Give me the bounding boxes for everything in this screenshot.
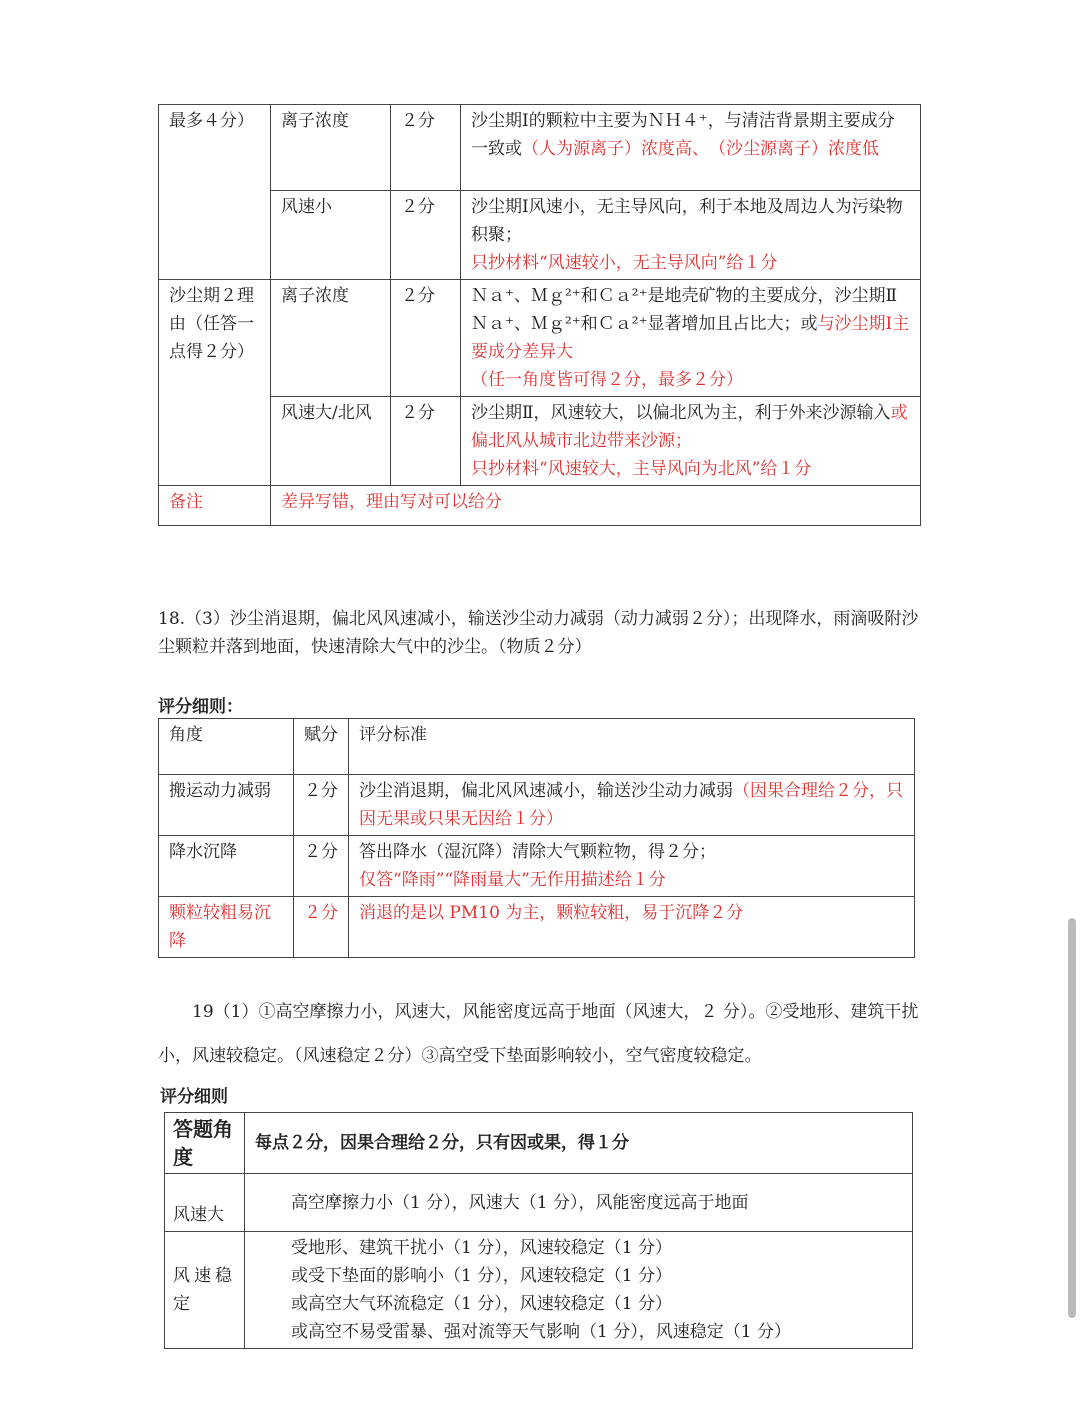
criteria-note-red: 只抄材料“风速较小，无主导风向”给１分 [471, 253, 778, 273]
scoring-table-1 [158, 104, 921, 526]
table1-cell-score: ２分 [391, 191, 461, 280]
criteria-text: 沙尘消退期，偏北风风速减小，输送沙尘动力减弱 [359, 781, 733, 801]
table1-cell-category: 最多４分） [159, 105, 271, 280]
table2-cell-score: ２分 [294, 775, 349, 836]
criteria-text: 沙尘期Ⅰ风速小，无主导风向，利于本地及周边人为污染物积聚； [471, 197, 903, 245]
table1-cell-score: ２分 [391, 397, 461, 486]
table3-cell-angle: 风速稳定 [165, 1232, 245, 1349]
table2-cell-angle: 降水沉降 [159, 836, 294, 897]
table3-cell-angle: 风速大 [165, 1174, 245, 1232]
criteria-note-red-2: （任一角度皆可得２分，最多２分） [471, 370, 743, 390]
table2-cell-criteria [349, 775, 915, 836]
criteria-note-red: （人为源离子）浓度高、 （沙尘源离子）浓度低 [522, 139, 879, 159]
table2-header-angle: 角度 [159, 719, 294, 775]
table1-cell-criteria [461, 397, 921, 486]
table1-cell-criteria [461, 191, 921, 280]
criteria-line: 或受下垫面的影响小（1 分），风速较稳定（1 分） [291, 1266, 672, 1286]
table1-cell-category: 沙尘期２理由（任答一点得２分） [159, 280, 271, 486]
table3-cell-criteria [245, 1232, 913, 1349]
table2-cell-angle: 搬运动力减弱 [159, 775, 294, 836]
criteria-note-red: （因果合理给２分，只因无果或只果无因给１分） [359, 781, 903, 829]
table1-cell-criteria [461, 105, 921, 191]
table3-header-rule: 每点２分，因果合理给２分，只有因或果，得１分 [245, 1113, 913, 1174]
scoring-table-2 [158, 718, 915, 958]
q18-rubric-label: 评分细则： [158, 697, 243, 717]
criteria-text: 沙尘期Ⅱ，风速较大，以偏北风为主，利于外来沙源输入 [471, 403, 891, 423]
table1-cell-criteria [461, 280, 921, 397]
table3-header-angle: 答题角度 [165, 1113, 245, 1174]
table2-header-score: 赋分 [294, 719, 349, 775]
table1-cell-score: ２分 [391, 105, 461, 191]
table2-cell-angle: 颗粒较粗易沉降 [159, 897, 294, 958]
table2-cell-criteria [349, 836, 915, 897]
table1-remark-text: 差异写错，理由写对可以给分 [271, 486, 921, 526]
table2-header-criteria: 评分标准 [349, 719, 915, 775]
q18-answer: 18.（3）沙尘消退期，偏北风风速减小，输送沙尘动力减弱（动力减弱２分）；出现降水，雨滴吸附沙尘颗粒并落到地面，快速清除大气中的沙尘。（物质２分） [158, 609, 919, 657]
table3-cell-criteria: 高空摩擦力小（1 分），风速大（1 分），风能密度远高于地面 [245, 1174, 913, 1232]
table1-cell-angle: 风速小 [271, 191, 391, 280]
table1-cell-angle: 风速大/北风 [271, 397, 391, 486]
scrollbar-thumb[interactable] [1068, 918, 1076, 1318]
criteria-text: 答出降水（湿沉降）清除大气颗粒物，得２分； [359, 842, 716, 862]
criteria-line: 受地形、建筑干扰小（1 分），风速较稳定（1 分） [291, 1238, 672, 1258]
criteria-note-red: 或偏北风从城市北边带来沙源； [471, 403, 908, 451]
criteria-note-red-2: 只抄材料“风速较大，主导风向为北风”给１分 [471, 459, 812, 479]
q19-answer: 19（1）①高空摩擦力小，风速大，风能密度远高于地面（风速大，２ 分）。②受地形、建筑干扰小，风速较稳定。（风速稳定２分）③高空受下垫面影响较小，空气密度较稳定。 [158, 1002, 919, 1066]
table2-cell-score: ２分 [294, 836, 349, 897]
q19-rubric-label: 评分细则 [160, 1087, 228, 1107]
criteria-line: 或高空大气环流稳定（1 分），风速较稳定（1 分） [291, 1294, 672, 1314]
criteria-note-red: 与沙尘期Ⅰ主要成分差异大 [471, 314, 910, 362]
table1-remark-label: 备注 [159, 486, 271, 526]
scoring-table-3 [164, 1112, 913, 1349]
table1-cell-angle: 离子浓度 [271, 105, 391, 191]
table2-cell-criteria: 消退的是以 PM10 为主，颗粒较粗，易于沉降２分 [349, 897, 915, 958]
table1-cell-score: ２分 [391, 280, 461, 397]
table2-cell-score: ２分 [294, 897, 349, 958]
table1-cell-angle: 离子浓度 [271, 280, 391, 397]
criteria-text: Ｎａ⁺、Ｍｇ²⁺和Ｃａ²⁺是地壳矿物的主要成分，沙尘期ⅡＮａ⁺、Ｍｇ²⁺和Ｃａ²⁺显著增加且占比大；或 [471, 286, 898, 334]
criteria-note-red: 仅答“降雨”“降雨量大”无作用描述给１分 [359, 870, 666, 890]
criteria-line: 或高空不易受雷暴、强对流等天气影响（1 分），风速稳定（1 分） [291, 1322, 791, 1342]
criteria-text: 沙尘期Ⅰ的颗粒中主要为ＮＨ４⁺，与清洁背景期主要成分一致或 [471, 111, 895, 159]
